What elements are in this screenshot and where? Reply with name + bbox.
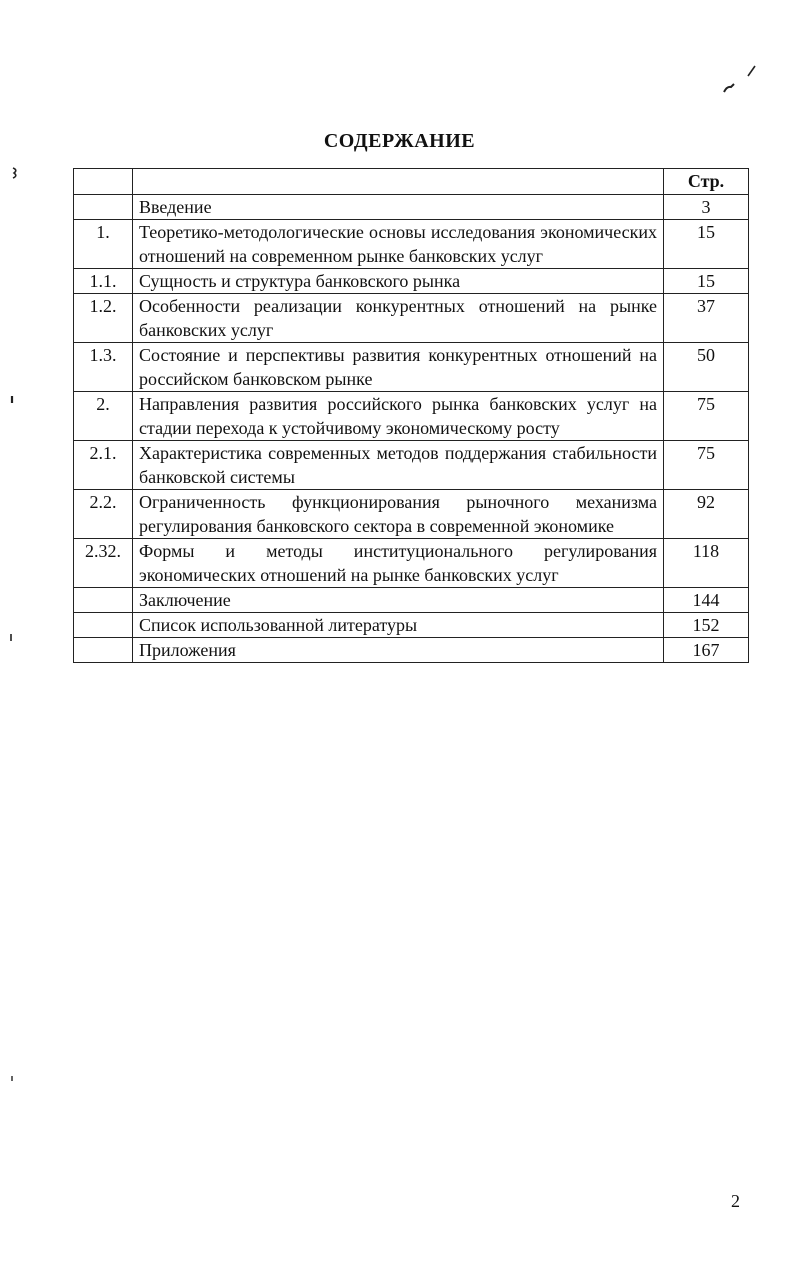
- section-number: 1.: [74, 220, 133, 269]
- table-row: [74, 392, 749, 441]
- page-title: СОДЕРЖАНИЕ: [323, 130, 476, 152]
- section-page: 3: [664, 195, 749, 220]
- section-page: 75: [664, 441, 749, 490]
- page-number: 2: [731, 1191, 740, 1211]
- table-row: [74, 294, 749, 343]
- table-row: [74, 220, 749, 269]
- section-title: Формы и методы институционального регулирования экономических отношений на рынке банковских услуг: [133, 539, 664, 588]
- section-title: Список использованной литературы: [133, 613, 664, 638]
- section-number: 2.32.: [74, 539, 133, 588]
- section-title: Ограниченность функционирования рыночного механизма регулирования банковского сектора в современной экономике: [133, 490, 664, 539]
- section-page: 15: [664, 269, 749, 294]
- section-number: 2.: [74, 392, 133, 441]
- section-title: Характеристика современных методов поддержания стабильности банковской системы: [133, 441, 664, 490]
- table-row: [74, 195, 749, 220]
- section-page: 144: [664, 588, 749, 613]
- contents-table: [73, 168, 749, 663]
- section-number: 2.1.: [74, 441, 133, 490]
- table-row: [74, 343, 749, 392]
- section-page: 118: [664, 539, 749, 588]
- scan-mark: [8, 1074, 16, 1084]
- section-page: 92: [664, 490, 749, 539]
- section-page: 15: [664, 220, 749, 269]
- section-number: [74, 195, 133, 220]
- table-row: [74, 441, 749, 490]
- scan-mark: [7, 632, 15, 644]
- section-number: [74, 638, 133, 663]
- section-page: 75: [664, 392, 749, 441]
- section-page: 167: [664, 638, 749, 663]
- section-page: 37: [664, 294, 749, 343]
- section-title: Состояние и перспективы развития конкурентных отношений на российском банковском рынке: [133, 343, 664, 392]
- section-number: [74, 588, 133, 613]
- section-number: 1.3.: [74, 343, 133, 392]
- table-row: [74, 588, 749, 613]
- header-title-cell: [133, 169, 664, 195]
- header-page-cell: Стр.: [664, 169, 749, 195]
- table-row: [74, 539, 749, 588]
- section-number: 1.1.: [74, 269, 133, 294]
- section-title: Сущность и структура банковского рынка: [133, 269, 664, 294]
- table-header-row: [74, 169, 749, 195]
- scan-mark: [718, 62, 758, 98]
- section-title: Направления развития российского рынка банковских услуг на стадии перехода к устойчивому экономическому росту: [133, 392, 664, 441]
- section-number: [74, 613, 133, 638]
- table-row: [74, 490, 749, 539]
- section-title: Приложения: [133, 638, 664, 663]
- table-row: [74, 638, 749, 663]
- section-number: 1.2.: [74, 294, 133, 343]
- table-row: [74, 613, 749, 638]
- scan-mark: [8, 394, 16, 406]
- section-title: Заключение: [133, 588, 664, 613]
- section-title: Особенности реализации конкурентных отношений на рынке банковских услуг: [133, 294, 664, 343]
- header-num-cell: [74, 169, 133, 195]
- section-page: 152: [664, 613, 749, 638]
- section-title: Теоретико-методологические основы исследования экономических отношений на современном рынке банковских услуг: [133, 220, 664, 269]
- section-number: 2.2.: [74, 490, 133, 539]
- section-title: Введение: [133, 195, 664, 220]
- table-row: [74, 269, 749, 294]
- scan-mark: [10, 166, 20, 180]
- section-page: 50: [664, 343, 749, 392]
